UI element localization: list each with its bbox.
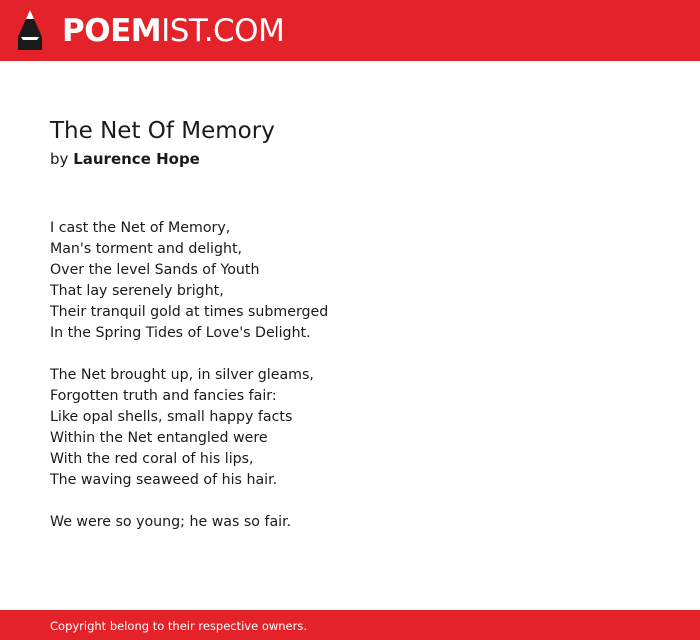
site-footer [0, 610, 700, 640]
logo-brand-light: IST.COM [161, 13, 285, 49]
poem-line: In the Spring Tides of Love's Delight. [50, 325, 311, 341]
poem-line: We were so young; he was so fair. [50, 514, 292, 530]
author-link[interactable]: Laurence Hope [73, 150, 200, 168]
poem-stanza [50, 218, 650, 344]
poem-byline [50, 148, 200, 170]
site-logo[interactable] [62, 12, 284, 50]
poem-line: Like opal shells, small happy facts [50, 409, 293, 425]
copyright-notice: Copyright belong to their respective owners. [50, 619, 308, 633]
poem-line: I cast the Net of Memory, [50, 220, 231, 236]
poem-line: Within the Net entangled were [50, 430, 268, 446]
poem-line: With the red coral of his lips, [50, 451, 254, 467]
pencil-tip-icon[interactable] [17, 9, 43, 51]
logo-brand-bold: POEM [62, 13, 162, 49]
poem-line: Forgotten truth and fancies fair: [50, 388, 277, 404]
poem-line: That lay serenely bright, [50, 283, 224, 299]
site-header [0, 0, 700, 61]
poem-line: Man's torment and delight, [50, 241, 243, 257]
poem-stanza [50, 365, 650, 491]
poem-line: Over the level Sands of Youth [50, 262, 260, 278]
poem-stanza [50, 512, 650, 533]
by-label: by [50, 150, 69, 168]
poem-line: Their tranquil gold at times submerged [50, 304, 329, 320]
poem-body [50, 218, 650, 554]
poem-line: The waving seaweed of his hair. [50, 472, 278, 488]
poem-line: The Net brought up, in silver gleams, [50, 367, 314, 383]
poem-title: The Net Of Memory [50, 118, 275, 144]
